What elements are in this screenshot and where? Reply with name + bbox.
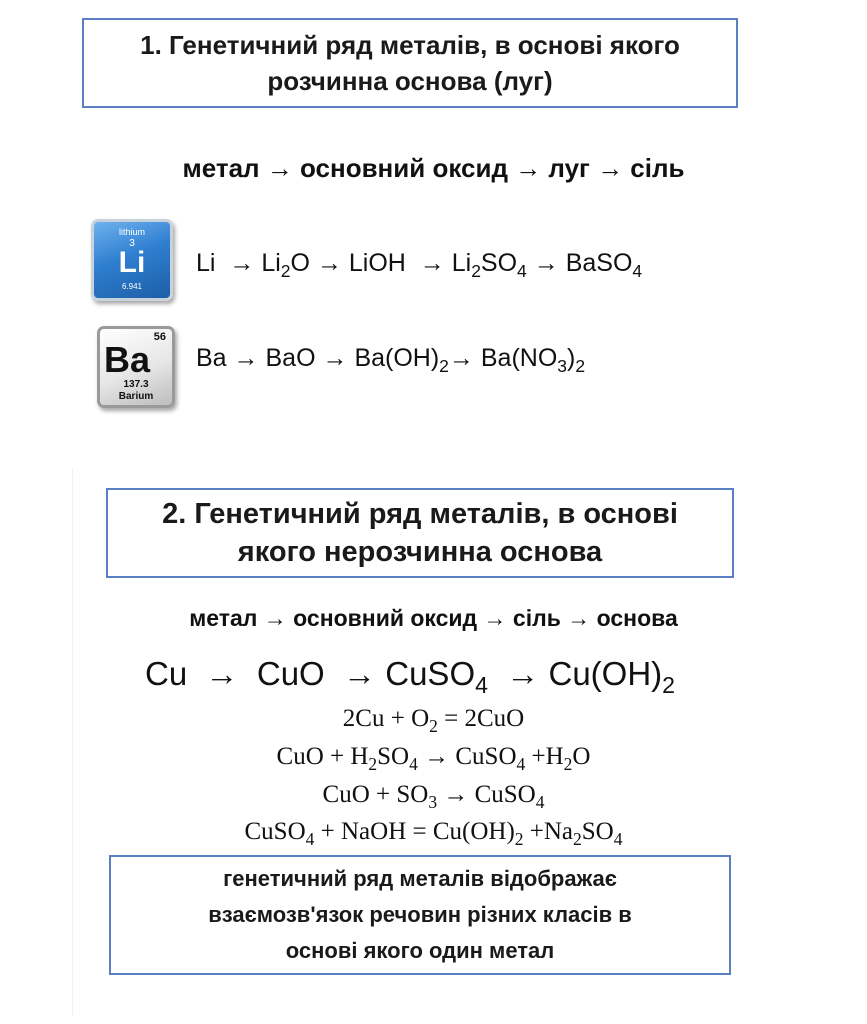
- arrow: →: [506, 655, 540, 692]
- barium-symbol: Ba: [104, 339, 151, 380]
- section2-title-box: [106, 488, 734, 578]
- arrow: →: [316, 249, 342, 277]
- li: Li: [196, 249, 216, 277]
- section1-title-line2: розчинна основа (луг): [267, 66, 553, 96]
- li2o: $Li_2O$: [261, 249, 310, 282]
- equation-4: CuSO$_4$ + NaOH = $Cu(OH)_2 +Na_2SO_4$: [244, 818, 623, 850]
- equation-1: $2Cu + O_2 = 2CuO$: [342, 705, 525, 737]
- baso4: BaSO$_4$: [565, 249, 643, 282]
- faint-divider: [72, 468, 73, 1016]
- lithium-chain: [196, 249, 643, 282]
- lioh: LiOH: [348, 249, 406, 277]
- cuso4: CuSO$_4$: [385, 655, 488, 699]
- section1-title-line1: 1. Генетичний ряд металів, в основі якого: [140, 30, 680, 60]
- arrow: →: [533, 249, 559, 277]
- cuoh2: $Cu(OH)_2$: [548, 655, 675, 699]
- ba: Ba: [196, 344, 227, 372]
- conclusion-line2: взаємозв'язок речовин різних класів в: [208, 902, 632, 927]
- section2-title-line1: 2. Генетичний ряд металів, в основі: [162, 498, 678, 530]
- li2so4: $Li_2SO_4$: [451, 249, 527, 282]
- lithium-symbol: Li: [118, 246, 146, 279]
- conclusion-box: [109, 855, 731, 975]
- section2-scheme: метал → основний оксид → сіль → основа: [189, 605, 678, 631]
- lithium-mass: 6.941: [121, 282, 143, 291]
- bano32: $Ba(NO_3)_2$: [480, 344, 586, 377]
- barium-element-tile: [97, 326, 175, 408]
- conclusion-line1: генетичний ряд металів відображає: [223, 866, 617, 891]
- conclusion-line3: основі якого один метал: [285, 938, 555, 963]
- arrow: →: [229, 249, 255, 277]
- lithium-element-tile: [91, 219, 173, 301]
- barium-name: Barium: [118, 391, 154, 402]
- copper-chain: [145, 655, 675, 699]
- barium-number: 56: [153, 331, 166, 343]
- arrow: →: [419, 249, 445, 277]
- arrow: →: [343, 655, 377, 692]
- barium-chain: [196, 344, 586, 377]
- arrow: →: [448, 344, 474, 372]
- arrow: →: [233, 344, 259, 372]
- baoh2: $Ba(OH)_2$: [354, 344, 449, 377]
- lithium-name: lithium: [118, 227, 145, 237]
- section2-title-line2: якого нерозчинна основа: [237, 536, 603, 568]
- arrow: →: [205, 655, 239, 692]
- section1-scheme: метал → основний оксид → луг → сіль: [182, 153, 685, 183]
- bao: BaO: [265, 344, 316, 372]
- equation-3: CuO + $SO_3$ → CuSO$_4$: [322, 781, 545, 813]
- cuo: CuO: [256, 655, 325, 692]
- cu: Cu: [145, 655, 188, 692]
- barium-mass: 137.3: [123, 379, 149, 390]
- equation-2: CuO + $H_2SO_4$ → CuSO$_4$ $+H_2O$: [276, 743, 591, 775]
- lithium-number: 3: [129, 238, 135, 249]
- section1-title-box: [82, 18, 738, 108]
- arrow: →: [322, 344, 348, 372]
